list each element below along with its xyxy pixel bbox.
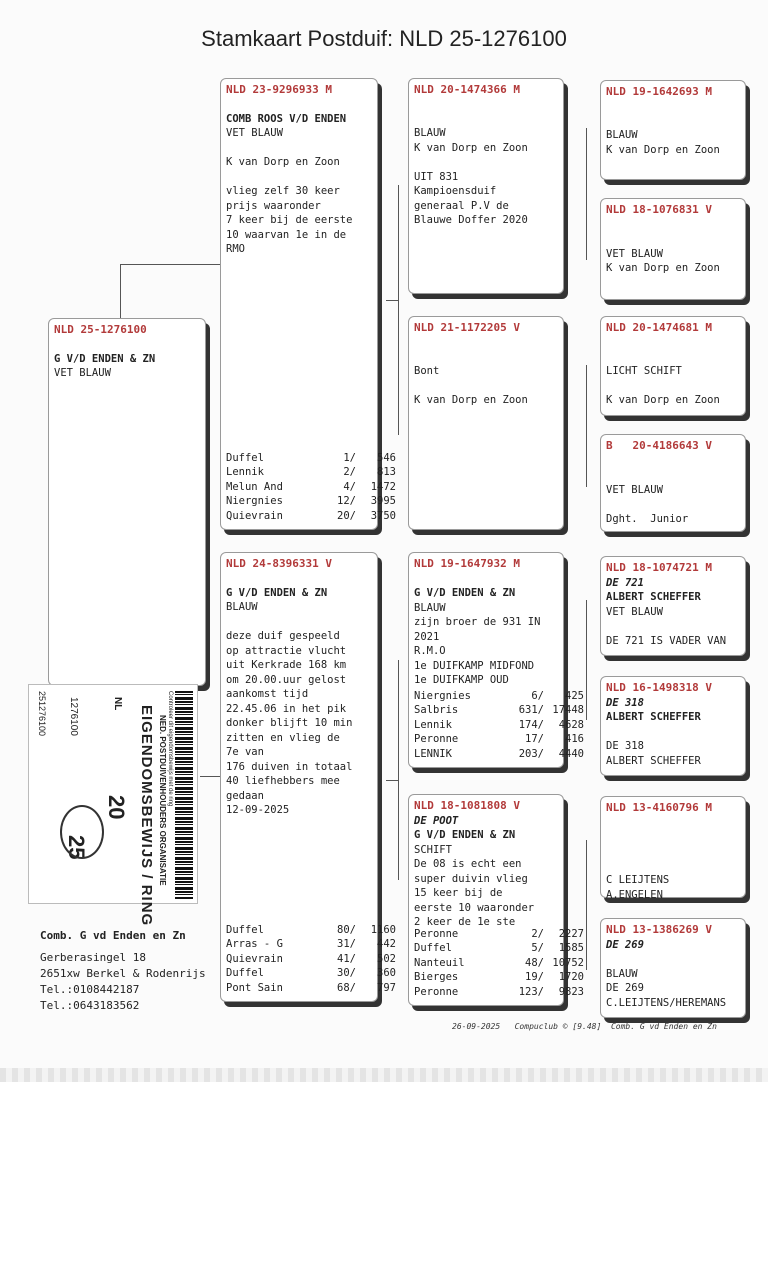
card-line: LICHT SCHIFT <box>606 365 682 377</box>
ring-id: NLD 19-1642693 M <box>606 85 712 98</box>
card-line: Kampioensduif <box>414 185 497 197</box>
ring-id: NLD 19-1647932 M <box>414 557 520 570</box>
ring-id: NLD 13-4160796 M <box>606 801 712 814</box>
ring-id: NLD 13-1386269 V <box>606 923 712 936</box>
ring-id: NLD 20-1474366 M <box>414 83 520 96</box>
certificate-code: 251276100 <box>37 691 47 737</box>
result-row <box>414 732 584 747</box>
card-line: G V/D ENDEN & ZN <box>414 829 516 841</box>
card-line: 7e van <box>226 746 264 758</box>
pigeon-card-ggp4[interactable] <box>600 434 746 532</box>
result-row <box>414 689 584 704</box>
pigeon-card-grandsire-maternal[interactable] <box>408 552 584 768</box>
result-row <box>226 480 396 495</box>
card-line: generaal P.V de <box>414 199 509 212</box>
result-race: Niergnies <box>414 689 471 702</box>
connector <box>120 264 220 265</box>
card-line: RMO <box>226 243 245 255</box>
result-place: 41/ <box>337 952 356 965</box>
card-line: Dght. Junior <box>606 512 689 525</box>
result-total: 502 <box>377 952 396 965</box>
result-row <box>414 956 584 971</box>
card-line: 1e DUIFKAMP MIDFOND <box>414 659 535 672</box>
result-total: 360 <box>377 967 396 979</box>
result-race: Quievrain <box>226 952 283 965</box>
result-total: 3750 <box>370 509 396 522</box>
result-row <box>414 927 584 942</box>
card-line: DE 721 IS VADER VAN <box>606 634 727 647</box>
owner-tel-1: Tel.:0108442187 <box>40 983 140 996</box>
card-line: VET BLAUW <box>606 247 663 260</box>
pigeon-card-sire[interactable] <box>220 78 396 530</box>
pigeon-card-granddam-maternal[interactable] <box>408 794 584 1006</box>
result-race: Lennik <box>414 718 452 731</box>
card-line <box>606 859 740 874</box>
card-line: prijs waaronder <box>226 199 321 212</box>
result-row <box>226 937 396 952</box>
result-place: 6/ <box>531 689 544 702</box>
card-line: 176 duiven in totaal <box>226 760 353 773</box>
pigeon-card-subject[interactable] <box>48 318 206 686</box>
result-total: 797 <box>377 981 396 994</box>
result-place: 5/ <box>531 942 544 954</box>
card-line: 15 keer bij de <box>414 887 503 899</box>
result-row <box>226 509 396 524</box>
result-total: 442 <box>377 938 396 950</box>
certificate-country: NL <box>112 697 123 711</box>
result-place: 4/ <box>343 480 356 493</box>
pigeon-card-dam[interactable] <box>220 552 396 1002</box>
card-line: aankomst tijd <box>226 688 309 700</box>
result-row <box>414 970 584 985</box>
certificate-year-2: 25 <box>64 835 89 860</box>
owner-tel-2: Tel.:0643183562 <box>40 999 140 1012</box>
connector <box>398 660 399 880</box>
card-line: gedaan <box>226 789 264 802</box>
card-line: K van Dorp en Zoon <box>606 262 720 274</box>
card-line <box>414 350 558 365</box>
connector <box>386 300 398 301</box>
card-line: 12-09-2025 <box>226 804 290 816</box>
result-total: 10752 <box>552 956 584 969</box>
card-line: G V/D ENDEN & ZN <box>414 587 516 599</box>
result-race: Niergnies <box>226 495 283 507</box>
result-race: Peronne <box>414 733 459 745</box>
card-line: DE POOT <box>414 814 459 827</box>
card-line: DE 318 <box>606 696 644 709</box>
result-total: 813 <box>377 466 396 478</box>
card-line: R.M.O <box>414 645 446 657</box>
result-place: 123/ <box>518 985 544 998</box>
ring-id: NLD 18-1074721 M <box>606 561 712 574</box>
result-place: 12/ <box>337 495 356 507</box>
card-line <box>226 170 372 185</box>
card-line: K van Dorp en Zoon <box>414 394 528 406</box>
card-line: donker blijft 10 min <box>226 717 353 729</box>
connector <box>586 840 587 970</box>
card-line: VET BLAUW <box>54 367 111 379</box>
card-line: C LEIJTENS <box>606 874 670 886</box>
result-total: 416 <box>565 733 584 745</box>
card-line: 2021 <box>414 630 440 643</box>
card-line: VET BLAUW <box>606 483 663 496</box>
ring-id: NLD 18-1076831 V <box>606 203 712 216</box>
result-race: Duffel <box>414 942 452 954</box>
result-row <box>414 703 584 718</box>
connector <box>586 600 587 720</box>
card-line <box>226 141 372 156</box>
card-line: eerste 10 waaronder <box>414 901 535 914</box>
result-race: Bierges <box>414 971 459 983</box>
result-race: Pont Sain <box>226 981 283 994</box>
pigeon-card-ggp7[interactable] <box>600 796 746 901</box>
card-line <box>606 619 740 634</box>
card-line: BLAUW <box>606 967 638 980</box>
card-line: DE 721 <box>606 576 644 589</box>
result-total: 2227 <box>558 927 584 940</box>
certificate-year: 20 <box>104 795 129 820</box>
result-place: 631/ <box>518 704 544 716</box>
result-race: Duffel <box>226 923 264 936</box>
card-line: 2 keer de 1e ste <box>414 916 516 928</box>
card-line: 40 liefhebbers mee <box>226 775 340 787</box>
ownership-certificate <box>28 684 198 927</box>
owner-city: 2651xw Berkel & Rodenrijs <box>40 967 206 980</box>
result-total: 4628 <box>558 718 584 731</box>
card-line: DE 269 <box>606 982 644 994</box>
result-total: 1472 <box>370 480 396 493</box>
result-place: 174/ <box>518 718 544 731</box>
certificate-number: 1276100 <box>68 697 79 736</box>
card-line <box>606 114 740 129</box>
result-place: 203/ <box>518 747 544 760</box>
result-row <box>226 981 396 996</box>
ring-id: NLD 24-8396331 V <box>226 557 332 570</box>
result-race: LENNIK <box>414 747 452 760</box>
card-line: ALBERT SCHEFFER <box>606 754 701 767</box>
card-line: A.ENGELEN <box>606 888 663 901</box>
result-race: Peronne <box>414 985 459 998</box>
result-race: Nanteuil <box>414 956 465 969</box>
result-row <box>414 718 584 733</box>
result-row <box>414 747 584 762</box>
result-row <box>226 966 396 981</box>
certificate-check-note: Controleer dit eigendomsbewijs met de ring <box>167 691 173 807</box>
card-line: Bont <box>414 365 440 377</box>
card-line: SCHIFT <box>414 843 452 856</box>
card-line <box>226 615 372 630</box>
result-race: Melun And <box>226 480 283 493</box>
card-line: K van Dorp en Zoon <box>226 156 340 168</box>
result-place: 48/ <box>525 956 544 969</box>
result-total: 1160 <box>370 923 396 936</box>
card-line: ALBERT SCHEFFER <box>606 591 701 603</box>
card-line <box>414 155 558 170</box>
ring-id: NLD 23-9296933 M <box>226 83 332 96</box>
print-footer: 26-09-2025 Compuclub © [9.48] Comb. G vd Enden en Zn <box>452 1022 717 1031</box>
owner-block <box>40 928 206 1014</box>
card-line: G V/D ENDEN & ZN <box>54 352 156 365</box>
result-place: 30/ <box>337 967 356 979</box>
card-line: zijn broer de 931 IN <box>414 616 541 628</box>
result-total: 1585 <box>558 942 584 954</box>
connector <box>120 264 121 319</box>
pigeon-card-ggp6[interactable] <box>600 676 746 776</box>
scan-edge <box>0 1068 768 1082</box>
card-line: Blauwe Doffer 2020 <box>414 214 528 226</box>
card-line: 7 keer bij de eerste <box>226 214 353 226</box>
result-place: 20/ <box>337 509 356 522</box>
card-line <box>414 379 558 394</box>
result-row <box>226 451 396 466</box>
result-race: Peronne <box>414 927 459 940</box>
owner-name: Comb. G vd Enden en Zn <box>40 929 186 942</box>
ring-id: NLD 25-1276100 <box>54 323 147 336</box>
result-place: 17/ <box>525 733 544 745</box>
ring-id: NLD 20-1474681 M <box>606 321 712 334</box>
result-row <box>226 494 396 509</box>
result-total: 425 <box>565 689 584 702</box>
pigeon-card-grandsire-paternal[interactable] <box>408 78 564 294</box>
result-place: 19/ <box>525 971 544 983</box>
connector <box>386 780 398 781</box>
result-place: 31/ <box>337 938 356 950</box>
ring-id: NLD 18-1081808 V <box>414 799 520 812</box>
result-row <box>226 465 396 480</box>
result-place: 2/ <box>531 927 544 940</box>
certificate-org: NED. POSTDUIVENHOUDERS ORGANISATIE <box>158 715 167 886</box>
pigeon-emblem-icon <box>60 805 104 859</box>
connector <box>200 776 220 777</box>
connector <box>586 128 587 260</box>
card-line: op attractie vlucht <box>226 644 347 657</box>
card-line: om 20.00.uur gelost <box>226 673 347 686</box>
card-line <box>606 497 740 512</box>
connector <box>586 365 587 487</box>
result-row <box>226 952 396 967</box>
card-line: BLAUW <box>414 127 446 139</box>
result-total: 4440 <box>558 747 584 760</box>
result-row <box>226 923 396 938</box>
card-line: VET BLAUW <box>606 605 663 618</box>
card-line: BLAUW <box>226 601 258 613</box>
result-row <box>414 985 584 1000</box>
connector <box>398 185 399 435</box>
card-line <box>606 350 740 365</box>
card-line <box>414 572 558 587</box>
card-line: K van Dorp en Zoon <box>606 394 720 406</box>
card-line <box>606 844 740 859</box>
card-line: G V/D ENDEN & ZN <box>226 586 328 599</box>
result-race: Duffel <box>226 967 264 979</box>
card-line: BLAUW <box>606 129 638 141</box>
barcode <box>175 691 193 899</box>
owner-street: Gerberasingel 18 <box>40 951 146 964</box>
ring-id: B 20-4186643 V <box>606 439 712 452</box>
card-line: uit Kerkrade 168 km <box>226 659 347 671</box>
card-line: ALBERT SCHEFFER <box>606 711 701 723</box>
result-row <box>414 941 584 956</box>
result-place: 1/ <box>343 451 356 464</box>
card-line: super duivin vlieg <box>414 872 528 885</box>
result-place: 2/ <box>343 466 356 478</box>
result-place: 80/ <box>337 923 356 936</box>
card-line: 1e DUIFKAMP OUD <box>414 674 509 686</box>
card-line <box>606 218 740 233</box>
result-race: Arras - G <box>226 938 283 950</box>
result-race: Salbris <box>414 704 459 716</box>
pigeon-card-ggp1[interactable] <box>600 80 746 180</box>
pigeon-card-ggp3[interactable] <box>600 316 746 416</box>
pigeon-card-ggp5[interactable] <box>600 556 746 656</box>
result-total: 3995 <box>370 495 396 507</box>
ring-id: NLD 21-1172205 V <box>414 321 520 334</box>
card-line: DE 269 <box>606 938 644 951</box>
card-line: 10 waarvan 1e in de <box>226 228 347 241</box>
card-line <box>606 454 740 469</box>
pigeon-card-ggp8[interactable] <box>600 918 746 1018</box>
card-line <box>414 112 558 127</box>
card-line <box>606 952 740 967</box>
card-line <box>606 379 740 394</box>
result-place: 68/ <box>337 981 356 994</box>
result-total: 9823 <box>558 985 584 998</box>
card-line <box>606 232 740 247</box>
card-line: 22.45.06 in het pik <box>226 702 347 715</box>
card-line: VET BLAUW <box>226 127 283 139</box>
card-line: C.LEIJTENS/HEREMANS <box>606 996 727 1009</box>
pigeon-card-granddam-paternal[interactable] <box>408 316 564 530</box>
result-race: Lennik <box>226 466 264 478</box>
result-total: 1720 <box>558 971 584 983</box>
card-line: De 08 is echt een <box>414 858 522 870</box>
card-line: K van Dorp en Zoon <box>414 141 528 154</box>
card-line: COMB ROOS V/D ENDEN <box>226 112 347 125</box>
result-race: Quievrain <box>226 509 283 522</box>
result-total: 546 <box>377 451 396 464</box>
card-line <box>606 725 740 740</box>
card-line <box>606 468 740 483</box>
certificate-title: EIGENDOMSBEWIJS / RING <box>138 705 155 927</box>
card-line: K van Dorp en Zoon <box>606 143 720 156</box>
card-line: vlieg zelf 30 keer <box>226 185 340 197</box>
result-race: Duffel <box>226 451 264 464</box>
card-line <box>606 830 740 845</box>
result-total: 17448 <box>552 704 584 716</box>
ring-id: NLD 16-1498318 V <box>606 681 712 694</box>
card-line: DE 318 <box>606 740 644 752</box>
card-line: BLAUW <box>414 601 446 614</box>
pigeon-card-ggp2[interactable] <box>600 198 746 300</box>
page-title: Stamkaart Postduif: NLD 25-1276100 <box>201 26 567 51</box>
card-line: deze duif gespeeld <box>226 630 340 642</box>
card-line: zitten en vlieg de <box>226 731 340 744</box>
card-line: UIT 831 <box>414 170 459 183</box>
